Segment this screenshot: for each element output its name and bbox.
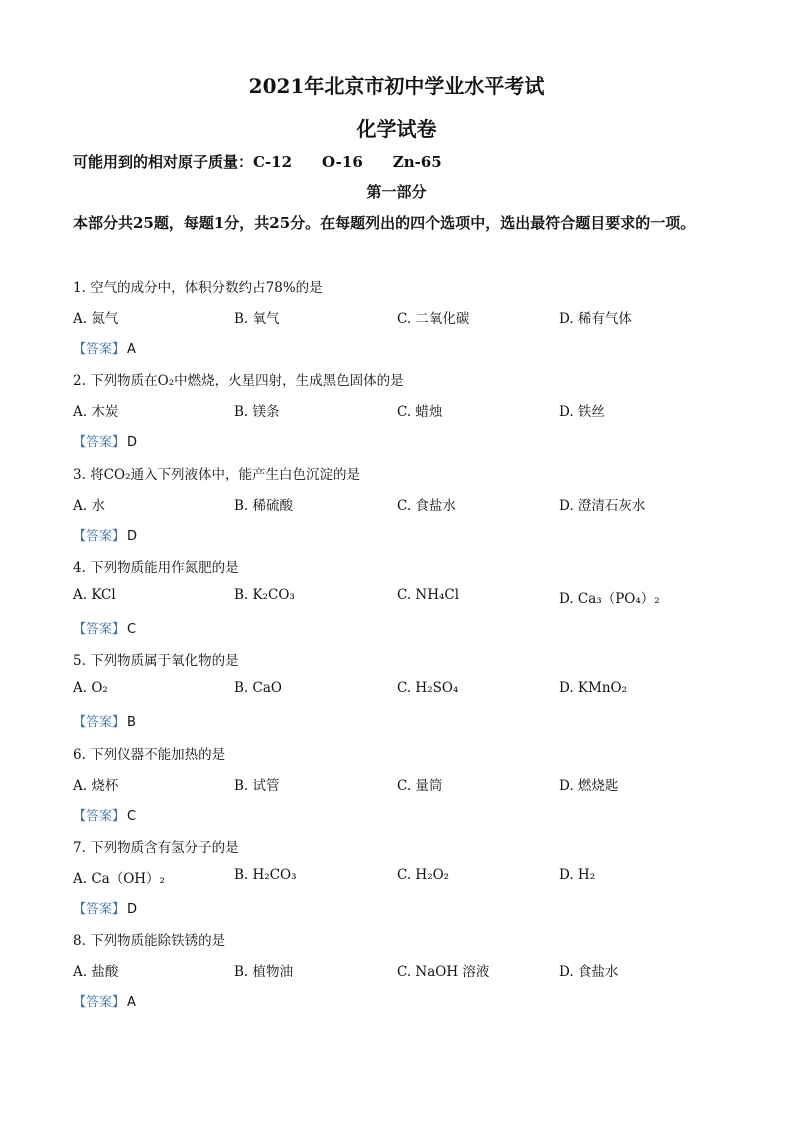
- answer-line: [73, 805, 136, 824]
- answer-value: D: [127, 528, 138, 544]
- question-option: B. K₂CO₃: [234, 586, 295, 603]
- answer-line: [73, 431, 137, 450]
- answer-value: B: [127, 715, 136, 731]
- question-stem: 6. 下列仪器不能加热的是: [73, 746, 226, 763]
- answer-tag: 【答案】: [73, 528, 126, 544]
- answer-value: C: [127, 621, 137, 637]
- question-option: B. 氧气: [234, 311, 280, 327]
- question-stem: 8. 下列物质能除铁锈的是: [73, 933, 226, 950]
- question-option: C. 量筒: [397, 777, 443, 794]
- question-option: C. NaOH 溶液: [397, 964, 490, 981]
- answer-tag: 【答案】: [73, 621, 126, 637]
- question-option: A. 木炭: [73, 404, 119, 421]
- question-option: C. 食盐水: [397, 497, 456, 514]
- question-option: D. 燃烧匙: [559, 777, 619, 794]
- question-stem: 7. 下列物质含有氢分子的是: [73, 839, 239, 856]
- section-instructions: 本部分共25题，每题1分，共25分。在每题列出的四个选项中，选出最符合题目要求的一项。: [73, 214, 696, 232]
- question-stem: 2. 下列物质在O₂中燃烧，火星四射，生成黑色固体的是: [73, 373, 404, 390]
- answer-tag: 【答案】: [73, 715, 126, 731]
- question-option: A. Ca（OH）₂: [73, 870, 165, 887]
- exam-subtitle: 化学试卷: [356, 117, 437, 141]
- question-option: A. 水: [73, 497, 105, 514]
- question-option: B. 试管: [234, 777, 280, 794]
- question-option: C. H₂O₂: [397, 866, 450, 883]
- question-option: D. KMnO₂: [559, 680, 628, 697]
- exam-title: 2021年北京市初中学业水平考试: [248, 74, 545, 98]
- question-stem: 1. 空气的成分中，体积分数约占78%的是: [73, 280, 323, 296]
- question-stem: 3. 将CO₂通入下列液体中，能产生白色沉淀的是: [73, 466, 360, 483]
- answer-line: [73, 991, 136, 1010]
- question-option: D. Ca₃（PO₄）₂: [559, 590, 660, 607]
- question-option: A. 烧杯: [73, 777, 119, 794]
- answer-line: [73, 618, 136, 637]
- answer-line: [73, 898, 137, 917]
- question-option: A. 盐酸: [73, 964, 119, 981]
- question-option: D. 食盐水: [559, 964, 619, 981]
- question-option: A. O₂: [73, 680, 108, 697]
- answer-tag: 【答案】: [73, 435, 126, 451]
- answer-tag: 【答案】: [73, 342, 126, 357]
- answer-tag: 【答案】: [73, 901, 126, 917]
- answer-value: A: [127, 342, 136, 357]
- answer-tag: 【答案】: [73, 995, 126, 1011]
- question-option: B. 镁条: [234, 404, 280, 421]
- question-option: C. 蜡烛: [397, 404, 443, 421]
- question-option: D. 稀有气体: [559, 311, 632, 327]
- question-option: B. CaO: [234, 680, 282, 697]
- question-option: C. 二氧化碳: [397, 311, 470, 327]
- question-stem: 4. 下列物质能用作氮肥的是: [73, 559, 239, 576]
- section-title: 第一部分: [366, 183, 427, 201]
- answer-line: [73, 338, 136, 357]
- question-option: B. H₂CO₃: [234, 866, 297, 883]
- question-option: A. 氮气: [73, 311, 119, 327]
- question-option: D. 澄清石灰水: [559, 497, 646, 514]
- question-option: D. H₂: [559, 866, 596, 883]
- answer-value: C: [127, 808, 137, 824]
- question-stem: 5. 下列物质属于氧化物的是: [73, 653, 239, 670]
- answer-line: [73, 525, 137, 544]
- question-option: C. NH₄Cl: [397, 586, 460, 603]
- answer-value: A: [127, 995, 136, 1011]
- answer-value: D: [127, 901, 138, 917]
- question-option: A. KCl: [73, 586, 116, 603]
- answer-line: [73, 711, 136, 730]
- question-option: C. H₂SO₄: [397, 680, 459, 697]
- answer-value: D: [127, 435, 138, 451]
- question-option: B. 稀硫酸: [234, 497, 294, 514]
- answer-tag: 【答案】: [73, 808, 126, 824]
- question-option: D. 铁丝: [559, 404, 605, 421]
- atomic-masses: 可能用到的相对原子质量：C-12 O-16 Zn-65: [73, 153, 442, 171]
- question-option: B. 植物油: [234, 964, 294, 981]
